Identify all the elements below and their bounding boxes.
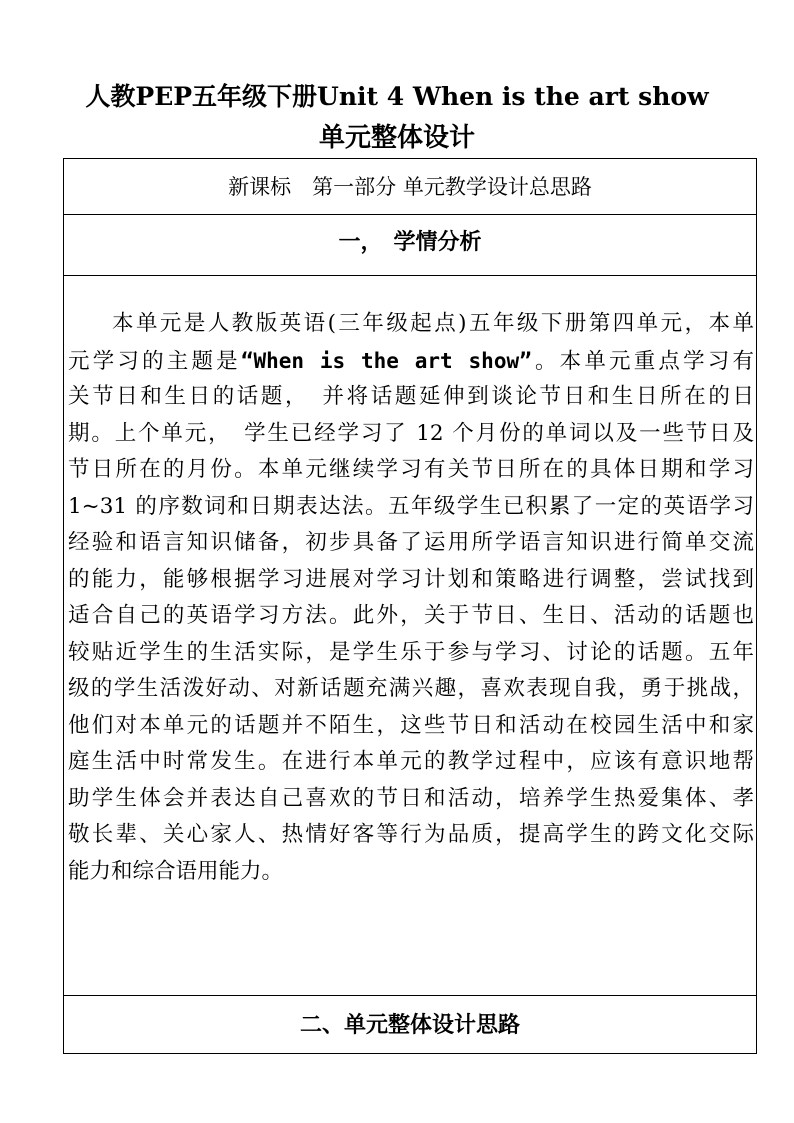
paragraph-line: 的能力，能够根据学习进展对学习计划和策略进行调整，尝试找到: [68, 566, 754, 592]
paragraph-line: 助学生体会并表达自己喜欢的节日和活动，培养学生热爱集体、孝: [68, 785, 754, 811]
body-text-row: [64, 276, 756, 996]
learning-analysis-paragraph: [68, 306, 754, 890]
paragraph-line: 级的学生活泼好动、对新话题充满兴趣，喜欢表现自我，勇于挑战，: [68, 676, 754, 701]
paragraph-line-segment: 元学习的主题是: [68, 348, 241, 374]
document-title-text: 人教PEP五年级下册Unit 4 When is the art show: [85, 82, 709, 111]
paragraph-line: 较贴近学生的生活实际，是学生乐于参与学习、讨论的话题。五年: [68, 639, 754, 665]
paragraph-line: 庭生活中时常发生。在进行本单元的教学过程中，应该有意识地帮: [68, 749, 754, 774]
document-subtitle: [0, 120, 794, 156]
section-heading-row: [64, 215, 756, 276]
section2-heading: 二、单元整体设计思路: [299, 1012, 520, 1038]
paragraph-line-segment: 。本单元重点学习有: [531, 348, 754, 374]
paragraph-line: 适合自己的英语学习方法。此外，关于节日、生日、活动的话题也: [68, 603, 754, 628]
table-header-text: 新课标 第一部分 单元教学设计总思路: [228, 175, 592, 199]
table-header-row: [64, 159, 756, 215]
document-title: [0, 78, 794, 116]
paragraph-line: 节日所在的月份。本单元继续学习有关节日所在的具体日期和学习: [68, 457, 754, 482]
paragraph-line: 关节日和生日的话题， 并将话题延伸到谈论节日和生日所在的日: [68, 384, 754, 409]
paragraph-line: 经验和语言知识储备，初步具备了运用所学语言知识进行简单交流: [68, 530, 754, 555]
design-table: [63, 158, 757, 1054]
section1-heading: 一， 学情分析: [338, 229, 482, 255]
section-heading-row: [64, 996, 756, 1053]
paragraph-line: 敬长辈、关心家人、热情好客等行为品质，提高学生的跨文化交际: [68, 822, 754, 847]
document-subtitle-text: 单元整体设计: [318, 123, 475, 153]
paragraph-line: 1~31 的序数词和日期表达法。五年级学生已积累了一定的英语学习: [68, 493, 754, 519]
paragraph-line: 能力和综合语用能力。: [68, 858, 284, 884]
paragraph-line: 期。上个单元， 学生已经学习了 12 个月份的单词以及一些节日及: [68, 420, 754, 446]
paragraph-line: 本单元是人教版英语(三年级起点)五年级下册第四单元，本单: [112, 311, 754, 336]
paragraph-line: [68, 343, 754, 380]
unit-theme-title: “When is the art show”: [240, 348, 532, 373]
paragraph-line: 他们对本单元的话题并不陌生，这些节日和活动在校园生活中和家: [68, 712, 754, 738]
